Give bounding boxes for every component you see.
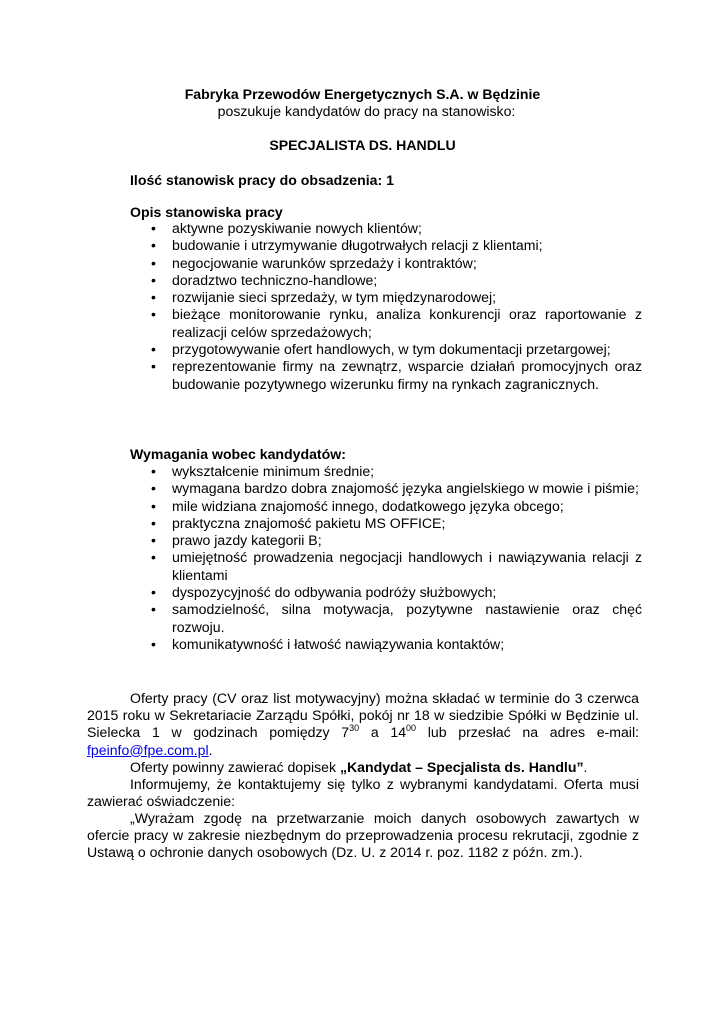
- description-item: • negocjowanie warunków sprzedaży i kontraktów;: [130, 255, 642, 272]
- time-to: $14^{00}$: [390, 723, 417, 741]
- subtitle: poszukuje kandydatów do pracy na stanowisko:: [217, 103, 516, 119]
- requirements-title: Wymagania wobec kandydatów:: [130, 446, 346, 462]
- offer-paragraph: Oferty pracy (CV oraz list motywacyjny) można składać w terminie do 3 czerwca 2015 roku w Sekretariacie Zarządu Spółki, pokój nr 18 w siedzibie Spółki w Będzinie ul. Sielecka 1 w godzinach pomiędzy $7^{30}$ a $14^{00}$ lub przesłać na adres e-mail: fpeinfo@fpe.com.pl.: [87, 690, 639, 758]
- requirement-item: • prawo jazdy kategorii B;: [130, 532, 642, 549]
- requirement-item: • samodzielność, silna motywacja, pozytywne nastawienie oraz chęć rozwoju.: [130, 601, 642, 636]
- requirement-item: • dyspozycyjność do odbywania podróży służbowych;: [130, 584, 642, 601]
- time-from: $7^{30}$: [341, 723, 360, 741]
- description-item: • doradztwo techniczno-handlowe;: [130, 272, 642, 289]
- email-link[interactable]: fpeinfo@fpe.com.pl: [87, 741, 209, 758]
- requirement-item: • wykształcenie minimum średnie;: [130, 463, 642, 480]
- requirement-item: • mile widziana znajomość innego, dodatkowego języka obcego;: [130, 498, 642, 515]
- description-item: • aktywne pozyskiwanie nowych klientów;: [130, 220, 642, 237]
- position-title: SPECJALISTA DS. HANDLU: [269, 137, 456, 153]
- description-title: Opis stanowiska pracy: [130, 204, 283, 220]
- consent-paragraph: „Wyrażam zgodę na przetwarzanie moich danych osobowych zawartych w ofercie pracy w zakresie niezbędnym do przeprowadzenia procesu rekrutacji, zgodnie z Ustawą o ochronie danych osobowych (Dz. U. z 2014 r. poz. 1182 z późn. zm.).: [87, 810, 639, 861]
- requirement-item: • wymagana bardzo dobra znajomość języka angielskiego w mowie i piśmie;: [130, 480, 642, 497]
- requirement-item: • praktyczna znajomość pakietu MS OFFICE;: [130, 515, 642, 532]
- contact-info-paragraph: Informujemy, że kontaktujemy się tylko z wybranymi kandydatami. Oferta musi zawierać oświadczenie:: [87, 776, 639, 810]
- description-item: • rozwijanie sieci sprzedaży, w tym międzynarodowej;: [130, 289, 642, 306]
- requirements-list: [130, 463, 642, 653]
- annotation-paragraph: Oferty powinny zawierać dopisek „Kandydat – Specjalista ds. Handlu”.: [130, 759, 588, 775]
- description-list: [130, 220, 642, 393]
- company-name: Fabryka Przewodów Energetycznych S.A. w Będzinie: [184, 86, 541, 102]
- description-item: • budowanie i utrzymywanie długotrwałych relacji z klientami;: [130, 237, 642, 254]
- requirement-item: • komunikatywność i łatwość nawiązywania kontaktów;: [130, 636, 642, 653]
- description-item: • przygotowywanie ofert handlowych, w tym dokumentacji przetargowej;: [130, 341, 642, 358]
- offer-text: Oferty pracy (CV oraz list motywacyjny) można składać w terminie do 3 czerwca 2015 roku w Sekretariacie Zarządu Spółki, pokój nr 18 w siedzibie Spółki w Będzinie ul. Sielecka 1 w godzinach pomiędzy: [87, 690, 639, 741]
- annotation-label: „Kandydat – Specjalista ds. Handlu”: [339, 759, 584, 775]
- requirement-item: • umiejętność prowadzenia negocjacji handlowych i nawiązywania relacji z klientami: [130, 549, 642, 584]
- vacancy-count: Ilość stanowisk pracy do obsadzenia: 1: [130, 172, 394, 188]
- description-item: • reprezentowanie firmy na zewnątrz, wsparcie działań promocyjnych oraz budowanie pozytywnego wizerunku firmy na rynkach zagranicznych.: [130, 358, 642, 393]
- description-item: • bieżące monitorowanie rynku, analiza konkurencji oraz raportowanie z realizacji celów sprzedażowych;: [130, 306, 642, 341]
